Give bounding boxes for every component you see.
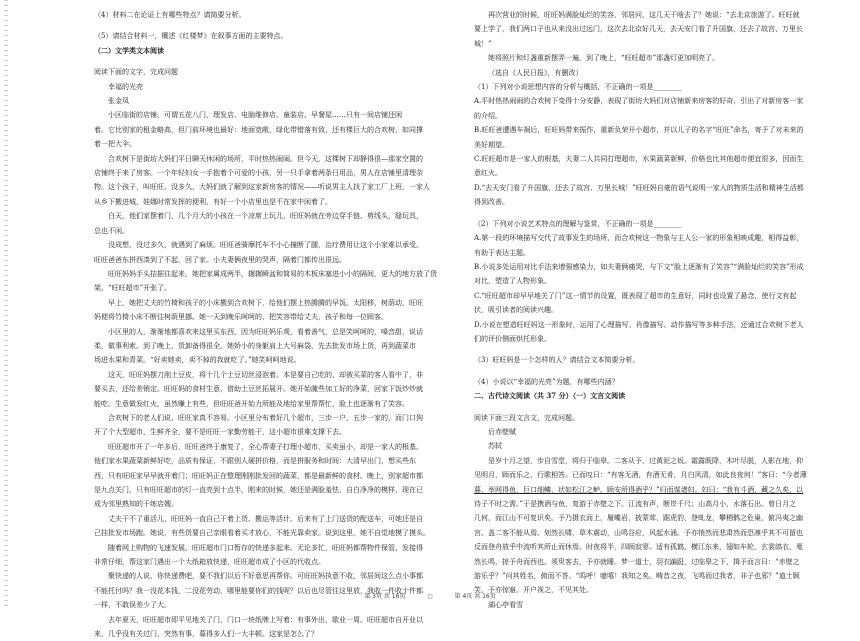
text-line: 宫。盖二客不能从焉。划然长啸，草木震动，山鸣谷应，风起水涌。予亦悄然而悲肃然而恐凛乎其不可留也 — [474, 528, 803, 537]
page-number-left: 第 3页 共 16页 — [364, 593, 406, 600]
text-line: 后赤壁赋 — [488, 427, 516, 436]
text-line: 合欢树下是街坊大妈们平日聊天休闲的场所，平时热热闹闹。但今天，这棵树下却静得很—那家空置的 — [108, 154, 423, 163]
text-line: A.第一段的环境描写交代了故事发生的场所，而合欢树这一物象与主人公一家的形象相映成趣，相得益彰， — [474, 234, 804, 243]
page-number-right: 第 4页 共 16页 — [454, 593, 496, 600]
left-page-column — [94, 8, 446, 641]
text-line: 来，几乎没有关过门，突然有事，募得多人们一大丰顿。这家是怎么了？ — [94, 630, 318, 639]
spacer — [474, 368, 828, 375]
text-line: 架。“旺旺超市”开张了。 — [94, 284, 172, 293]
text-line: 阅读下面的文字，完成问题 — [94, 68, 178, 77]
text-line: C.“旺旺超市却早早地关了门”这一情节的设置，既表现了超市的生意好，同时也设置了悬念，使行文有起 — [474, 291, 797, 300]
text-line: 着一把大伞。 — [94, 140, 136, 149]
text-line: 非常仔细，帮这家门遇出一个大纸箱放快递，旺旺超市成了小区的代收点。 — [94, 558, 325, 567]
text-line: A.平时热热闹闹的合欢树下变得十分安静，表现了街坊大妈们对店铺新来房客的好奇，引出了对新房客一家 — [474, 97, 804, 106]
text-line: B.旺旺爸遭遇车祸后，旺旺妈带来振作，重新负荣开小超市，并以儿子的名字“旺旺”命名，寄予了对未来的 — [474, 126, 804, 135]
text-line: D.“去天安门看了升国旗，还去了故宫、万里长城！”旺旺妈自豪的语气说明一家人的物质生活和精神生活都 — [474, 183, 804, 192]
text-line: 着。它比别家的租金略高，但门前环境也最好：地面宽敞，绿化带错落有致，还有棵巨大的合欢树，如同撑 — [94, 125, 423, 134]
text-line: 去年夏天，旺旺超市即平见地关了门，门口一块纸牌上写着：有事外出，歇业一周。旺旺超市自开业以 — [108, 615, 423, 624]
text-line: 小区临街的店铺，可谓五花八门，理发店、电脑维修店、童装店、早餐屋……只有一间店铺还闲 — [108, 111, 402, 120]
text-line: 丈夫干不了重活儿，旺旺妈一直自己干着上货、搬运等活计。后来有了上门送货的配送车，可她还是自 — [108, 514, 423, 523]
text-line: 二、古代诗文阅读（共 37 分）（一）文言文阅读 — [474, 391, 626, 401]
footer-separator: ○ — [427, 593, 433, 600]
text-line: 阅读下面三段文言文，完成问题。 — [474, 413, 579, 422]
text-line: （5）请结合材料一，概述《红楼梦》在叙事方面的主要特点。 — [94, 32, 288, 41]
text-line: 然长鸣，掠予舟而西也。须臾客去，予亦就睡。梦一道士，羽衣蹁跹，过临皋之下，揖予而言曰：“赤壁之 — [474, 557, 800, 566]
text-line: 有助于表达主题。 — [474, 248, 530, 257]
text-line: （4）小说以“幸福的光亮”为题，有哪些内涵？ — [474, 377, 619, 386]
text-line: （4）材料二在论证上有哪些特点？请简要分析。 — [94, 11, 246, 19]
text-line: 场进水果和青菜。“好卖她卖，卖不掉的我就吃了。”她笑呵呵地说。 — [94, 356, 301, 365]
text-line: （2）下列对小说艺术特点的理解与鉴赏，不正确的一项是________ — [474, 219, 682, 228]
text-line: 美好期望。 — [474, 140, 509, 149]
text-line: （1）下列对小说思想内容的分析与概括，不正确的一项是________ — [474, 83, 682, 92]
text-line: 一样，不敢误差少了大。 — [94, 601, 171, 610]
text-line: 她将照片和灯盏重新摆弄一遍，到了晚上，“旺旺超市”那盏灯更加明亮了。 — [488, 54, 720, 63]
text-line: 意红火。 — [474, 169, 502, 178]
text-line: 反而登舟放乎中流听其所止而休焉。时夜将半，四顾寂寥。适有孤鹤，横江东来，翅如车轮，玄裳缟衣，戛 — [474, 543, 803, 552]
text-line: 笑，予亦惊寤。开户视之，不见其处。 — [474, 586, 593, 595]
text-line: 旺旺爸爸东拼西凑到了不起，回了家。小夫妻俩夜里的哭声，隔着门都传出很远。 — [94, 255, 346, 264]
text-line: 几何，而江山不可复识矣。予乃摄衣而上，履巉岩，披蒙茸，踞虎豹，登虬龙，攀栖鹘之危巢，俯冯夷之幽 — [474, 514, 803, 523]
text-line: 对比，塑造了人物形象。 — [474, 277, 551, 286]
text-line: B.小说多处运用对比手法来增强感染力，如夫妻俩痛哭，与下文“脸上逐渐有了笑容”“满脸灿烂的笑容”形成 — [474, 262, 804, 271]
text-line: 从乡下搬进城，娃娜时常发挥的便利，有好一个小店里也是不在家中闲着了。 — [94, 197, 332, 206]
text-line: 合欢树下的老人们说，旺旺家真不容易。小区里分布着好几个超市，三步一户，五步一家的，而门口狗 — [108, 413, 423, 422]
text-line: 不能托付吗？我一没花本钱，二没花劳动，哪里能要你们的钱呢？以后也尽管往这里放，我收一件收十件都 — [94, 586, 423, 595]
text-line: 们的评价侧面烘托形象。 — [474, 334, 551, 343]
text-line: 的介绍。 — [474, 111, 502, 120]
spacer — [474, 210, 828, 217]
text-line: 西，只有旺旺家早早就开着门；旺旺妈正在整理刚刚批发回的蔬菜，都是最新鲜的食材。晚上，别家超市都 — [94, 471, 423, 480]
text-line: 柔，做事利索。到了晚上，货卸备得很全。她娇小的身躯肩上大号麻袋，先去批发市场上货，再到蔬菜市 — [94, 341, 416, 350]
text-line: 己挂批发市场跑。她说，有些货要自己亲眼看着买才放心，不能光靠卖家。说到这里，她不自觉地摸了摸头。 — [94, 529, 430, 538]
text-line: 店铺终于来了房客。一个年轻妇女一手抱着个可爱的小孩，另一只手拿着两条日用品，男人在店铺里清理杂 — [94, 169, 423, 178]
text-line: C.旺旺超市是一家人的根基，夫妻二人共同打理超市，水果蔬菜新鲜，价格也比其他超市便宜很多，因而生 — [474, 155, 804, 164]
right-page-column — [474, 8, 828, 612]
text-line: 旺旺妈妈手头拮据住起来，她把家属成两半，辗辗瞬盆和简易的木板床塞进小小的隔间，更大的地方放了货 — [108, 269, 437, 278]
text-line: 再次营业的时候，旺旺妈满脸灿烂的笑容，邻居问，这几天干啥去了？她说：“去北京旅游了。旺旺就 — [488, 11, 800, 19]
text-line: 小区里的人，渐渐地都喜欢来这里买东西，因为旺旺妈乐观，看着善气，总是笑呵呵的，嗓音甜，说话 — [108, 327, 423, 336]
page-footer — [0, 591, 860, 600]
spacer — [94, 22, 446, 29]
text-line: 能吃。生意做发红火，虽然赚上有些，但旺旺爸开始力所能及地给家里帮帮忙，脸上也逐渐有了笑容。 — [94, 399, 409, 408]
text-line: 妈便将竹椅小床不断往树荫里挪。她一天到晚乐呵呵的，把笑容带给丈夫，孩子和每一位顾客。 — [94, 313, 388, 322]
spacer — [474, 404, 828, 411]
text-line: 聚快递的人说，你快递费吧，要不我们以后不好意思再帮你。可旺旺妈执意不收，邻居间这么点小事都 — [108, 572, 423, 581]
text-line: 他们家水果蔬菜新鲜好吃，品质有保证，不跟别人硬拼价格，而是拼服务和时间：大清早出门，想买些东 — [94, 457, 416, 466]
text-line: 待子不时之需。”于是携酒与鱼，复游于赤壁之下。江流有声，断岸千尺；山高月小，水落石出。曾日月之 — [474, 500, 797, 508]
text-line: 见明月，顾而乐之，行歌相答。已而叹曰：“有客无酒，有酒无肴，月白风清，如此良夜何！”客曰：“今者薄 — [474, 471, 807, 480]
text-line: 开了个大型超市，生鲜齐全，要不是旺旺一家勤劳能干，这小超市很难支撑下去。 — [94, 428, 346, 437]
text-line: 白天，他们家摆着门，几个月大的小孩在一个凉席上玩儿，旺旺妈就在旁边穿手链、剪线头，缝玩具， — [108, 212, 423, 221]
text-line: （3）旺旺妈是一个怎样的人？请结合文本简要分析。 — [474, 356, 640, 365]
text-line: 是岁十月之望，步自雪堂，将归于临皋。二客从予，过黄泥之坂。霜露既降，木叶尽脱，人影在地，仰 — [488, 456, 803, 465]
text-line: 幸福的光亮 — [108, 82, 143, 91]
text-line: 暮，举网得鱼，巨口细鳞，状如松江之鲈。顾安所得酒乎？”归而谋诸妇。妇曰：“我有斗酒，藏之久矣，以 — [474, 485, 804, 494]
text-line: 随着网上购物的飞速发展，旺旺超市门口暂存的快递多起来。无论多忙，旺旺妈都帮物件保管、发接得 — [108, 543, 423, 552]
text-line: 要买去，还给差销定。旺旺妈的食材生意，借助土豆丝拓展开。她开始腌些加工好的净菜，回家下饭炒炒就 — [94, 385, 423, 394]
text-line: 早上，她把丈夫的竹椅和孩子的小床搬到合欢树下，给他们摆上热腾腾的早饭。太阳移，树荫动，旺旺 — [108, 298, 423, 307]
text-line: 这天，旺旺妈摆刀削土豆皮，将十几个土豆切丝浸泡着。本是要自己吃的，却被买菜的客人看中了，非 — [108, 370, 423, 379]
text-line: 成为邻里熟知的干练店嫂。 — [94, 500, 178, 509]
text-line: 是九点关门，只有旺旺超市的灯一直亮到十点半，刚来的时候，她还是满脸羞怯，自白净净的模样，现在已 — [94, 486, 423, 494]
text-line: 张金凤 — [108, 97, 129, 106]
text-line: D.小说在塑造旺旺妈这一形象时，运用了心理描写、肖像描写、动作描写等多种手法，还通过合欢树下老人 — [474, 320, 804, 329]
text-line: 游乐乎？”问其姓名，俯而不答。“呜呼！噫嘻！我知之矣。畴昔之夜，飞鸣而过我者，非子也邪？”道士顾 — [474, 572, 800, 581]
binding-margin — [4, 0, 8, 608]
text-line: 没成想，没过多久，就遇到了麻烦。旺旺爸骑摩托车不小心撞断了腿，治疗费用让这个小家难以承受。 — [108, 241, 423, 250]
text-line: 物。这个孩子，叫旺旺。没多久，大妈们就了解到这家新房客的情况——听说男主人找了家工厂上班，一家人 — [94, 183, 430, 192]
text-line: 伏，吸引读者的阅读兴趣。 — [474, 306, 558, 315]
text-line: 得到改善。 — [474, 198, 509, 207]
text-line: 要上学了，我们两口子也从来没出过远门，这次去北京好几天，去天安门看了升国旗，还去了故宫、万里长 — [474, 25, 803, 34]
spacer — [94, 58, 446, 65]
text-line: 旺旺超市开了一年多后，旺旺爸终于康复了，全心帮妻子打理小超市，买卖虽小，却是一家人的根基。 — [108, 442, 423, 451]
text-line: （选自《人民日报》，有删改） — [488, 68, 583, 77]
text-line: （二）文学类文本阅读 — [94, 45, 164, 55]
text-line: 苏轼 — [488, 442, 502, 451]
text-line: 湖心亭看雪 — [488, 600, 523, 609]
text-line: 城！” — [474, 39, 492, 48]
text-line: 总也不闲。 — [94, 226, 129, 235]
spacer — [474, 346, 828, 353]
